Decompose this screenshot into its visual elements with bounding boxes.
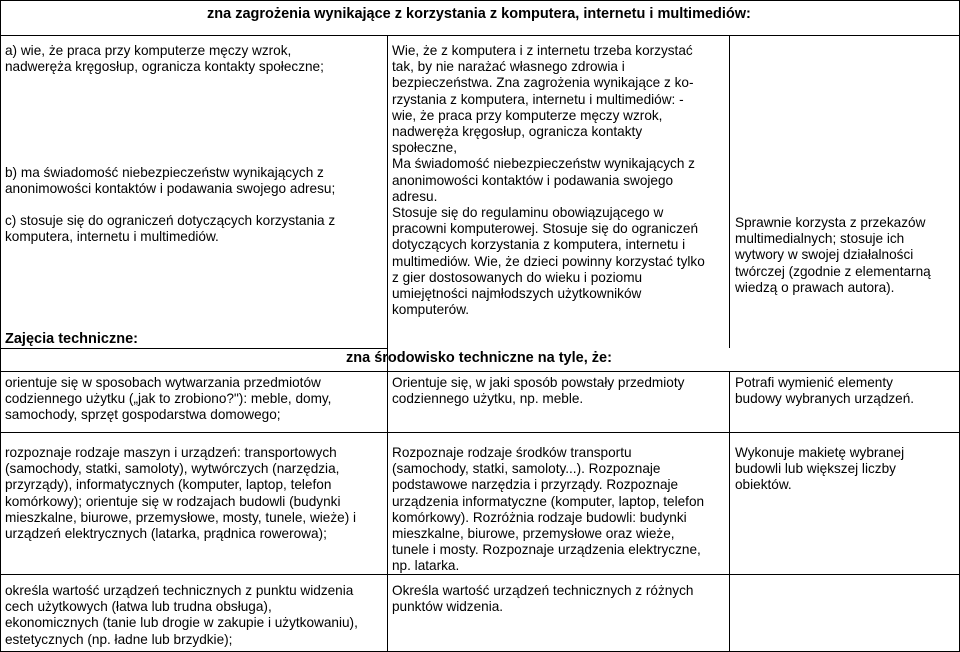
row6-requirements: Określa wartość urządzeń technicznych z różnych punktów widzenia. [392, 583, 694, 615]
row4-extended: Potrafi wymienić elementy budowy wybranych urządzeń. [735, 375, 915, 407]
table-rule-row4 [0, 371, 960, 372]
table-rule-col2b [729, 371, 730, 652]
row1-competency: a) wie, że praca przy komputerze męczy wzrok, nadweręża kręgosłup, ogranicza kontakty społeczne; [5, 43, 324, 75]
row3-extended: Sprawnie korzysta z przekazów multimedialnych; stosuje ich wytwory w swojej działalności twórczej (zgodnie z elementarną wiedzą o prawach autora). [735, 215, 931, 295]
table-rule-col1 [387, 35, 388, 652]
table-border-top [0, 0, 960, 1]
row5-competency: rozpoznaje rodzaje maszyn i urządzeń: transportowych (samochody, statki, samoloty), wytwórczych (narzędzia, przyrządy), informatycznych (komputer, laptop, telefon komórkowy); orientuje się w rodzajach budowli (budynki mieszkalne, biurowe, przemysłowe, mosty, tunele, wieże) i urządzeń elektrycznych (latarka, prądnica rowerowa); [5, 445, 357, 542]
row2-competency: b) ma świadomość niebezpieczeństw wynikających z anonimowości kontaktów i podawania swojego adresu; [5, 165, 336, 197]
table-rule-row5 [0, 432, 960, 433]
table-rule-col2a [729, 35, 730, 348]
table-rule-section2 [0, 348, 387, 349]
row4-competency: orientuje się w sposobach wytwarzania przedmiotów codziennego użytku („jak to zrobiono?"): meble, domy, samochody, sprzęt gospodarstwa domowego; [5, 375, 332, 423]
rows1-3-requirements: Wie, że z komputera i z internetu trzeba korzystać tak, by nie narażać własnego zdrowia i bezpieczeństwa. Zna zagrożenia wynikające z ko- rzystania z komputera, internetu i multimediów: - wie, że praca przy komputerze męczy wzrok, nadweręża kręgosłup, ogranicza kontakty społeczne, Ma świadomość niebezpieczeństw wynikających z anonimowości kontaktów i podawania swojego adresu. Stosuje się do regulaminu obowiązującego w pracowni komputerowej. Stosuje się do ograniczeń dotyczących korzystania z komputera, internetu i multimediów. Wie, że dzieci powinny korzystać tylko z gier dostosowanych do wieku i poziomu umiejętności najmłodszych użytkowników komputerów. [392, 43, 705, 318]
table-border-left [0, 0, 1, 652]
section-title-technical-environment: zna środowisko techniczne na tyle, że: [346, 350, 612, 366]
row6-competency: określa wartość urządzeń technicznych z punktu widzenia cech użytkowych (łatwa lub trudna obsługa), ekonomicznych (tanie lub drogie w zakupie i użytkowaniu), estetycznych (np. ładne lub brzydkie); [5, 583, 358, 647]
row4-requirements: Orientuje się, w jaki sposób powstały przedmioty codziennego użytku, np. meble. [392, 375, 685, 407]
row5-extended: Wykonuje makietę wybranej budowli lub większej liczby obiektów. [735, 445, 905, 493]
section-title-computer-risks: zna zagrożenia wynikające z korzystania z komputera, internetu i multimediów: [207, 6, 751, 22]
row5-requirements: Rozpoznaje rodzaje środków transportu (samochody, statki, samoloty...). Rozpoznaje podstawowe narzędzia i przyrządy. Rozpoznaje urządzenia informatyczne (komputer, laptop, telefon komórkowy). Rozróżnia rodzaje budowli: budynki mieszkalne, biurowe, przemysłowe oraz wieże, tunele i mosty. Rozpoznaje urządzenia elektryczne, np. latarka. [392, 445, 705, 574]
table-rule-header [0, 35, 960, 36]
section-title-technical-classes: Zajęcia techniczne: [5, 331, 138, 347]
row3-competency: c) stosuje się do ograniczeń dotyczących korzystania z komputera, internetu i multimediów. [5, 213, 336, 245]
